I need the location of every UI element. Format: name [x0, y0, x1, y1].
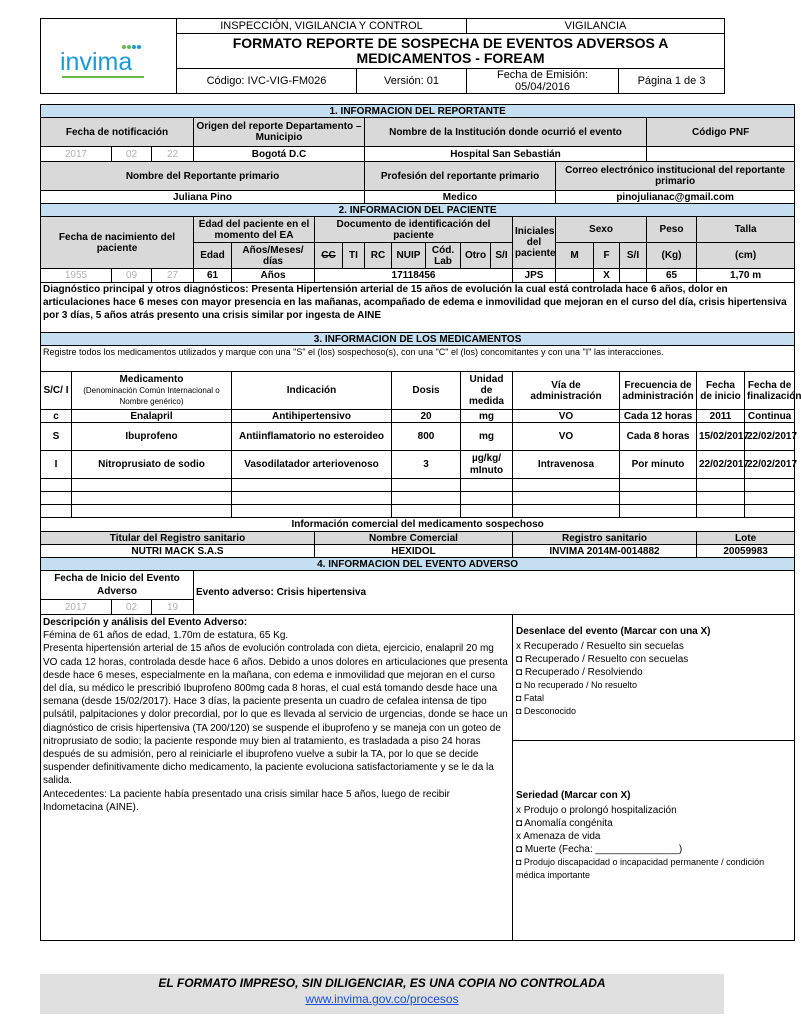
org-left: INSPECCIÓN, VIGILANCIA Y CONTROL: [177, 19, 467, 34]
med-row[interactable]: [41, 423, 795, 451]
h-lote: Lote: [697, 532, 795, 545]
notificacion-month[interactable]: 02: [112, 147, 152, 162]
form-footer: [40, 974, 724, 1014]
seriedad-title: Seriedad (Marcar con X): [516, 790, 631, 801]
evento-month[interactable]: 02: [112, 600, 152, 615]
h-otro: Otro: [461, 243, 491, 269]
med-row[interactable]: [41, 410, 795, 423]
med-name[interactable]: Enalapril: [72, 410, 232, 423]
med-frecuencia[interactable]: Cada 12 horas: [620, 410, 697, 423]
evento-year[interactable]: 2017: [41, 600, 112, 615]
form-emission: Fecha de Emisión: 05/04/2016: [467, 69, 619, 94]
med-frecuencia[interactable]: Por minuto: [620, 451, 697, 479]
h-nombre-reportante: Nombre del Reportante primario: [41, 162, 365, 191]
med-inicio[interactable]: 15/02/2017: [697, 423, 745, 451]
invima-logo-icon: [58, 42, 158, 84]
h-nombre-comercial: Nombre Comercial: [315, 532, 513, 545]
form-code: Código: IVC-VIG-FM026: [177, 69, 357, 94]
desenlace-option[interactable]: x Recuperado / Resuelto sin secuelas: [516, 641, 684, 652]
med-via[interactable]: VO: [513, 410, 620, 423]
info-comercial-title: Información comercial del medicamento sospechoso: [41, 518, 795, 532]
desenlace-option[interactable]: ◘ No recuperado / No resuelto: [516, 680, 637, 690]
med-via[interactable]: VO: [513, 423, 620, 451]
med-row[interactable]: [41, 451, 795, 479]
h-profesion: Profesión del reportante primario: [365, 162, 556, 191]
h-talla: Talla: [697, 217, 795, 243]
med-name[interactable]: Nitroprusiato de sodio: [72, 451, 232, 479]
desenlace-option[interactable]: ◘ Recuperado / Resuelto con secuelas: [516, 654, 689, 665]
med-inicio[interactable]: 22/02/2017: [697, 451, 745, 479]
section-2-title: 2. INFORMACION DEL PACIENTE: [41, 204, 795, 217]
h-sexo: Sexo: [556, 217, 647, 243]
h-iniciales: Iniciales del paciente: [513, 217, 556, 269]
h-frecuencia: Frecuencia de administración: [620, 372, 697, 410]
section-3-title: 3. INFORMACION DE LOS MEDICAMENTOS: [41, 333, 795, 346]
descripcion-evento[interactable]: [41, 615, 513, 941]
h-edad-ea: Edad del paciente en el momento del EA: [194, 217, 315, 243]
med-frecuencia[interactable]: Cada 8 horas: [620, 423, 697, 451]
origen-value[interactable]: Bogotá D.C: [194, 147, 365, 162]
talla-value[interactable]: 1,70 m: [697, 269, 795, 283]
logo-text: invima: [60, 48, 133, 76]
h-dosis: Dosis: [392, 372, 461, 410]
sexo-m-value[interactable]: [556, 269, 594, 283]
sexo-f-value[interactable]: X: [594, 269, 620, 283]
h-medicamento-label: Medicamento: [119, 374, 184, 385]
med-row-empty[interactable]: [41, 505, 795, 518]
nombre-comercial-value[interactable]: HEXIDOL: [315, 545, 513, 558]
h-medicamento: [72, 372, 232, 410]
form-title: FORMATO REPORTE DE SOSPECHA DE EVENTOS ADVERSOS A MEDICAMENTOS - FOREAM: [177, 34, 725, 69]
pnf-value[interactable]: [647, 147, 795, 162]
nacimiento-day[interactable]: 27: [152, 269, 194, 283]
h-fecha-nacimiento: Fecha de nacimiento del paciente: [41, 217, 194, 269]
h-correo: Correo electrónico institucional del reportante primario: [556, 162, 795, 191]
desenlace-option[interactable]: ◘ Desconocido: [516, 706, 576, 716]
desenlace-title: Desenlace del evento (Marcar con una X): [516, 626, 711, 637]
med-name[interactable]: Ibuprofeno: [72, 423, 232, 451]
titular-value[interactable]: NUTRI MACK S.A.S: [41, 545, 315, 558]
med-sci[interactable]: I: [41, 451, 72, 479]
desenlace-box[interactable]: [513, 615, 795, 741]
h-cm: (cm): [697, 243, 795, 269]
lote-value[interactable]: 20059983: [697, 545, 795, 558]
nacimiento-year[interactable]: 1955: [41, 269, 112, 283]
seriedad-option[interactable]: x Produjo o prolongó hospitalización: [516, 805, 677, 816]
h-titular: Titular del Registro sanitario: [41, 532, 315, 545]
h-indicacion: Indicación: [232, 372, 392, 410]
medicamentos-instructions: Registre todos los medicamentos utilizados y marque con una "S" el (los) sospechoso(s), con una "C" el (los) concomitantes y con una "I" las interacciones.: [41, 346, 795, 372]
med-via[interactable]: Intravenosa: [513, 451, 620, 479]
h-cc: CC: [315, 243, 343, 269]
h-fecha-fin: Fecha de finalización: [745, 372, 795, 410]
seriedad-option[interactable]: x Amenaza de vida: [516, 831, 601, 842]
med-row-empty[interactable]: [41, 492, 795, 505]
section-4-title: 4. INFORMACION DEL EVENTO ADVERSO: [41, 558, 795, 571]
h-ti: TI: [343, 243, 365, 269]
desenlace-option[interactable]: ◘ Fatal: [516, 693, 544, 703]
h-si: S/I: [491, 243, 513, 269]
h-edad: Edad: [194, 243, 232, 269]
h-sci: S/C/ I: [41, 372, 72, 410]
h-documento: Documento de identificación del paciente: [315, 217, 513, 243]
seriedad-box[interactable]: [513, 741, 795, 941]
peso-value[interactable]: 65: [647, 269, 697, 283]
med-dosis[interactable]: 20: [392, 410, 461, 423]
edad-value[interactable]: 61: [194, 269, 232, 283]
notificacion-year[interactable]: 2017: [41, 147, 112, 162]
registro-value[interactable]: INVIMA 2014M-0014882: [513, 545, 697, 558]
med-inicio[interactable]: 2011: [697, 410, 745, 423]
med-indicacion[interactable]: Antihipertensivo: [232, 410, 392, 423]
h-sexo-si: S/I: [620, 243, 647, 269]
med-dosis[interactable]: 3: [392, 451, 461, 479]
h-medicamento-sub: (Denominación Común Internacional o Nombre genérico): [83, 386, 220, 406]
documento-value[interactable]: 17118456: [315, 269, 513, 283]
section-1-title: 1. INFORMACION DEL REPORTANTE: [41, 105, 795, 118]
med-unidad[interactable]: mg: [461, 410, 513, 423]
med-sci[interactable]: c: [41, 410, 72, 423]
med-fin[interactable]: Continua: [745, 410, 795, 423]
h-origen: Origen del reporte Departamento – Municipio: [194, 118, 365, 147]
seriedad-option[interactable]: ◘ Produjo discapacidad o incapacidad permanente / condición médica importante: [516, 857, 765, 880]
org-right: VIGILANCIA: [467, 19, 725, 34]
sexo-si-value[interactable]: [620, 269, 647, 283]
med-unidad[interactable]: mg: [461, 423, 513, 451]
h-sexo-f: F: [594, 243, 620, 269]
seriedad-option[interactable]: ◘ Anomalía congénita: [516, 818, 613, 829]
h-nuip: NUIP: [392, 243, 426, 269]
h-unidad-edad: Años/Meses/ días: [232, 243, 315, 269]
med-sci[interactable]: S: [41, 423, 72, 451]
h-sexo-m: M: [556, 243, 594, 269]
form-version: Versión: 01: [357, 69, 467, 94]
descripcion-title: Descripción y análisis del Evento Adverso:: [43, 617, 248, 628]
nombre-reportante-value[interactable]: Juliana Pino: [41, 191, 365, 204]
h-unidad-medida: Unidad de medida: [461, 372, 513, 410]
h-rc: RC: [365, 243, 392, 269]
profesion-value[interactable]: Medico: [365, 191, 556, 204]
h-fecha-inicio: Fecha de inicio: [697, 372, 745, 410]
med-fin[interactable]: 22/02/2017: [745, 423, 795, 451]
h-institucion: Nombre de la Institución donde ocurrió el evento: [365, 118, 647, 147]
evento-day[interactable]: 19: [152, 600, 194, 615]
unidad-edad-value[interactable]: Años: [232, 269, 315, 283]
diagnostico-text[interactable]: Diagnóstico principal y otros diagnósticos: Presenta Hipertensión arterial de 15 años de evolución la cual está controlada hace 6 años, dolor en articulaciones hace 6 meses con mayor presencia en las mañanas, acompañado de edema e inmovilidad que mejoran en el curso del día, crisis hipertensiva por 3 días, 5 años atrás presento una crisis similar por ingesta de AINE: [41, 283, 795, 333]
footer-link[interactable]: www.invima.gov.co/procesos: [305, 992, 459, 1006]
h-peso: Peso: [647, 217, 697, 243]
form-page-number: Página 1 de 3: [619, 69, 725, 94]
seriedad-option[interactable]: ◘ Muerte (Fecha: _______________): [516, 844, 683, 855]
h-kg: (Kg): [647, 243, 697, 269]
med-indicacion[interactable]: Vasodilatador arteriovenoso: [232, 451, 392, 479]
med-dosis[interactable]: 800: [392, 423, 461, 451]
h-codigo-pnf: Código PNF: [647, 118, 795, 147]
evento-adverso-text[interactable]: Evento adverso: Crisis hipertensiva: [194, 571, 795, 615]
notificacion-day[interactable]: 22: [152, 147, 194, 162]
footer-note: EL FORMATO IMPRESO, SIN DILIGENCIAR, ES UNA COPIA NO CONTROLADA: [158, 976, 606, 990]
correo-value[interactable]: pinojulianac@gmail.com: [556, 191, 795, 204]
institucion-value[interactable]: Hospital San Sebastián: [365, 147, 647, 162]
h-via: Vía de administración: [513, 372, 620, 410]
h-fecha-notificacion: Fecha de notificación: [41, 118, 194, 147]
invima-logo: [58, 42, 158, 84]
descripcion-text: Fémina de 61 años de edad, 1.70m de estatura, 65 Kg. Presenta hipertensión arterial de 15 años de evolución controlada con dieta, ejercicio, enalapril 20 mg VO cada 12 horas, controlada desde hace 6 años. Debido a unos dolores en articulaciones que presenta desde hace 6 meses, especialmente en la mañana, con edema e inmovilidad que mejoran en el curso del día, su médico le prescribió Ibuprofeno 800mg cada 8 horas, el cual está tomando desde hace una semana (desde 15/02/2017). Hace 3 días, la paciente presenta un cuadro de cefalea intensa de tipo pulsátil, palpitaciones y dolor precordial, por lo que es llevada al servicio de urgencias, donde se hace un diagnóstico de crisis hipertensiva (TA 200/120) se suspende el ibuprofeno y se maneja con un goteo de nitroprusiato de sodio; la paciente responde muy bien al tratamiento, es trasladada a piso 24 horas después de su admisión, pero al reiniciarle el ibuprofeno vuelve a subir la TA, por lo que se decide suspender definitivamente dicho medicamento, la paciente evoluciona satisfactoriamente y se le da la salida. Antecedentes: La paciente había presentado una crisis similar hace 5 años, luego de recibir Indometacina (AINE).: [43, 630, 508, 813]
nacimiento-month[interactable]: 09: [112, 269, 152, 283]
desenlace-option[interactable]: ◘ Recuperado / Resolviendo: [516, 667, 643, 678]
iniciales-value[interactable]: JPS: [513, 269, 556, 283]
med-row-empty[interactable]: [41, 479, 795, 492]
med-fin[interactable]: 22/02/2017: [745, 451, 795, 479]
med-indicacion[interactable]: Antiinflamatorio no esteroideo: [232, 423, 392, 451]
h-fecha-evento: Fecha de Inicio del Evento Adverso: [41, 571, 194, 600]
med-unidad[interactable]: µg/kg/ mInuto: [461, 451, 513, 479]
h-cod-lab: Cód. Lab: [426, 243, 461, 269]
h-registro: Registro sanitario: [513, 532, 697, 545]
form-body: [40, 104, 801, 941]
